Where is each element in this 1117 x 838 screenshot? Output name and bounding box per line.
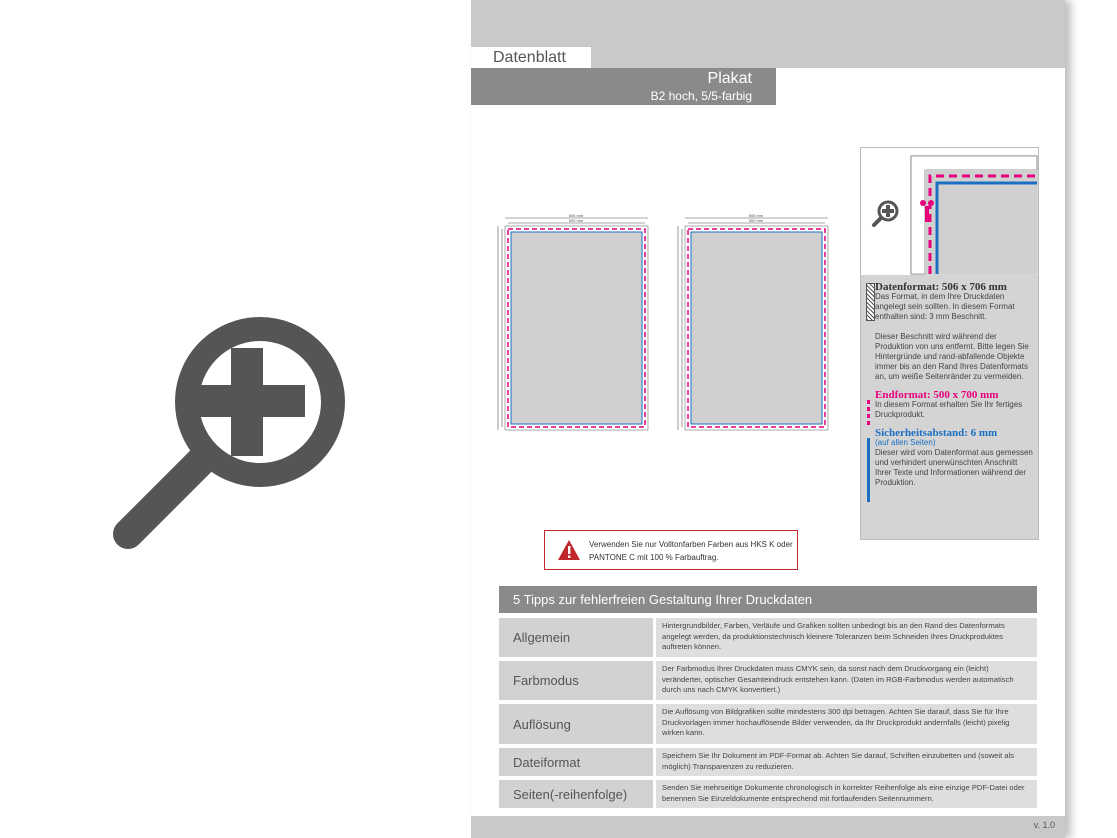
tip-row [499, 618, 1037, 657]
tip-text: Hintergrundbilder, Farben, Verläufe und Grafiken sollten unbedingt bis an den Rand des Datenformats angelegt werden, da produktionstechnisch kleinere Toleranzen beim Schneiden Ihres Druckproduktes auftreten können. [656, 618, 1037, 657]
tip-text: Senden Sie mehrseitige Dokumente chronologisch in korrekter Reihenfolge als eine einzige PDF-Datei oder benennen Sie Einzeldokumente entsprechend mit fortlaufenden Seitennummern. [656, 780, 1037, 808]
width-inner-label: 500 mm [568, 218, 584, 223]
title-bar [471, 68, 776, 105]
datasheet-page [471, 0, 1065, 838]
safety-marker [867, 438, 870, 502]
tip-label: Farbmodus [499, 661, 653, 700]
datenformat-title: Datenformat: 506 x 706 mm [875, 281, 1007, 293]
beschnitt-text: Dieser Beschnitt wird während der Produktion von uns entfernt. Bitte legen Sie Hintergründe und rand-abfallende Objekte immer bis an den Rand Ihres Datenformats an, um weiße Seitenränder zu vermeiden. [875, 332, 1029, 381]
endformat-text: In diesem Format erhalten Sie Ihr fertiges Druckprodukt. [875, 400, 1023, 419]
warning-icon [557, 539, 581, 561]
zoom-in-icon[interactable] [100, 290, 370, 560]
tip-label: Seiten(-reihenfolge) [499, 780, 653, 808]
width-outer-label: 506 mm [568, 213, 584, 218]
version-label: v. 1.0 [1033, 820, 1055, 830]
datenformat-text: Das Format, in dem Ihre Druckdaten angelegt sein sollten. In diesem Format enthalten sind: 3 mm Beschnitt. [875, 292, 1015, 321]
tip-label: Auflösung [499, 704, 653, 744]
product-subtitle: B2 hoch, 5/5-farbig [650, 89, 752, 103]
tip-row [499, 748, 1037, 776]
color-warning [544, 530, 798, 570]
tip-text: Die Auflösung von Bildgrafiken sollte mindestens 300 dpi betragen. Achten Sie darauf, dass Sie für Ihre Druckvorlagen immer hochauflösende Bilder verwenden, da Ihr Druckprodukt andernfalls (leicht) pixelig wirken kann. [656, 704, 1037, 744]
sicherheitsabstand-text: Dieser wird vom Datenformat aus gemessen und verhindert unerwünschten Anschnitt Ihrer Texte und Informationen während der Produktion. [875, 448, 1033, 487]
format-diagram-left [498, 213, 648, 430]
sicherheitsabstand-title: Sicherheitsabstand: 6 mm [875, 427, 998, 439]
footer-band [471, 816, 1065, 838]
tip-row [499, 704, 1037, 744]
warning-text: Verwenden Sie nur Volltonfarben Farben aus HKS K oder PANTONE C mit 100 % Farbauftrag. [589, 540, 793, 562]
format-diagrams [491, 210, 841, 445]
tip-label: Allgemein [499, 618, 653, 657]
sicherheitsabstand-sub: (auf allen Seiten) [875, 438, 936, 447]
zoom-in-icon[interactable] [874, 202, 897, 225]
product-title: Plakat [707, 70, 752, 87]
endformat-title: Endformat: 500 x 700 mm [875, 389, 999, 401]
bleed-marker [866, 283, 875, 321]
tip-label: Dateiformat [499, 748, 653, 776]
width-inner-label-2: 500 mm [748, 218, 764, 223]
datasheet-tag: Datenblatt [471, 47, 591, 68]
tip-text: Speichern Sie Ihr Dokument im PDF-Format ab. Achten Sie darauf, Schriften einzubetten und (soweit als möglich) Transparenzen zu reduzieren. [656, 748, 1037, 776]
width-outer-label-2: 506 mm [748, 213, 764, 218]
corner-detail [861, 148, 1038, 275]
info-panel [860, 147, 1039, 540]
tips-heading: 5 Tipps zur fehlerfreien Gestaltung Ihrer Druckdaten [499, 586, 1037, 613]
tip-row [499, 661, 1037, 700]
tip-row [499, 780, 1037, 808]
tip-text: Der Farbmodus Ihrer Druckdaten muss CMYK sein, da sonst nach dem Druckvorgang ein (leicht) veränderter, optischer Gesamteindruck entstehen kann. (Daten im RGB-Farbmodus werden automatisch durch uns nach CMYK konvertiert.) [656, 661, 1037, 700]
trim-marker [867, 400, 870, 426]
info-legend [875, 282, 1035, 488]
format-diagram-right [678, 213, 828, 430]
